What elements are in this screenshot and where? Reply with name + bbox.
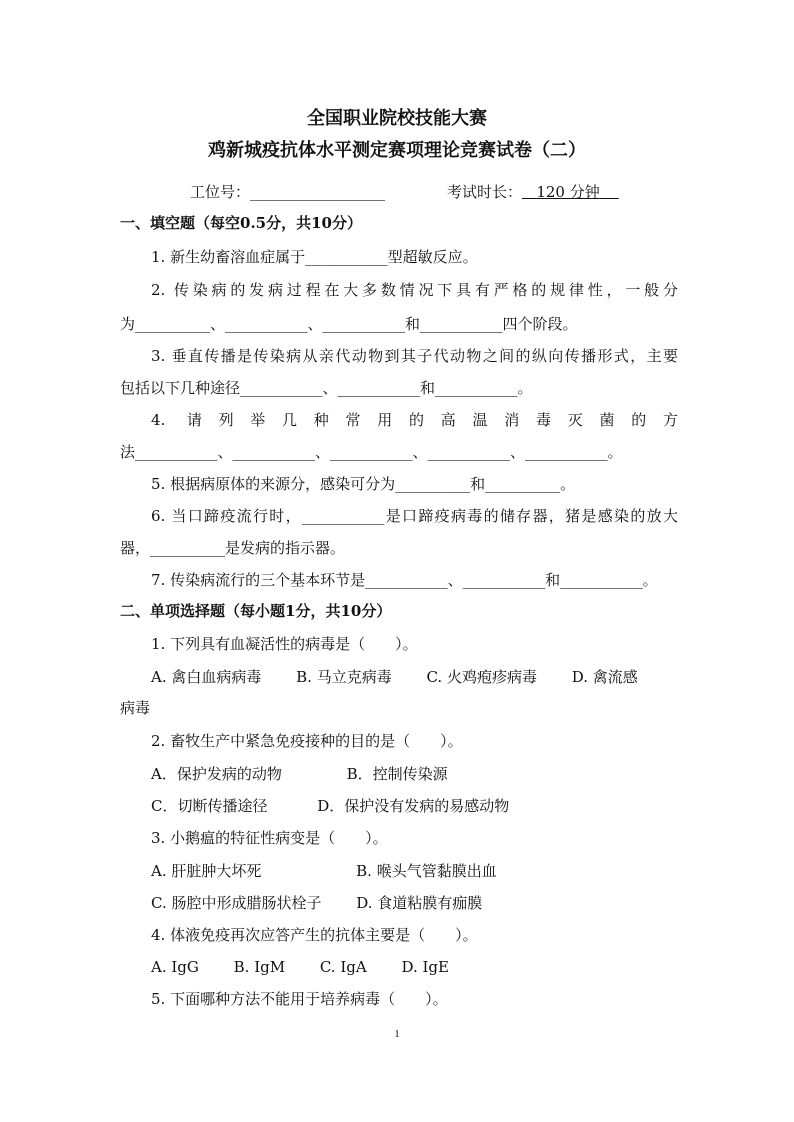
page-subtitle: 鸡新城疫抗体水平测定赛项理论竞赛试卷（二） bbox=[208, 140, 586, 161]
exam-duration-label: 考试时长： bbox=[447, 183, 523, 201]
section2-heading: 二、单项选择题（每小题1分，共10分） bbox=[120, 602, 392, 620]
question-2-3-options-ab: A. 肝脏肿大坏死 B. 喉头气管黏膜出血 bbox=[151, 862, 497, 880]
question-1-3: 3. 垂直传播是传染病从亲代动物到其子代动物之间的纵向传播形式，主要 bbox=[151, 347, 678, 365]
question-2-2-options-cd: C．切断传播途径 D．保护没有发病的易感动物 bbox=[151, 797, 510, 815]
question-1-1: 1. 新生幼畜溶血症属于___________型超敏反应。 bbox=[151, 248, 478, 266]
station-number-label: 工位号：__________________ bbox=[190, 183, 386, 201]
question-2-4-options: A. IgG B. IgM C. IgA D. IgE bbox=[151, 958, 449, 976]
question-2-1-options-cont: 病毒 bbox=[120, 699, 151, 717]
question-2-1-options: A. 禽白血病病毒 B. 马立克病毒 C. 火鸡疱疹病毒 D. 禽流感 bbox=[151, 668, 638, 686]
question-1-6-cont: 器，__________是发病的指示器。 bbox=[120, 539, 346, 557]
question-1-4-cont: 法___________、___________、___________、___________、___________。 bbox=[120, 443, 623, 461]
question-2-3: 3. 小鹅瘟的特征性病变是（ ）。 bbox=[151, 829, 388, 847]
section1-heading: 一、填空题（每空0.5分，共10分） bbox=[120, 214, 362, 232]
question-1-3-cont: 包括以下几种途径___________、___________和___________。 bbox=[120, 379, 533, 397]
question-2-2: 2. 畜牧生产中紧急免疫接种的目的是（ ）。 bbox=[151, 732, 463, 750]
page-number: 1 bbox=[394, 1028, 400, 1040]
question-2-3-options-cd: C. 肠腔中形成腊肠状栓子 D. 食道粘膜有痂膜 bbox=[151, 894, 483, 912]
question-1-4: 4. 请列举几种常用的高温消毒灭菌的方 bbox=[151, 411, 678, 429]
page-title: 全国职业院校技能大赛 bbox=[307, 108, 487, 129]
question-1-2-cont: 为__________、___________、___________和___________四个阶段。 bbox=[120, 315, 578, 333]
exam-duration bbox=[447, 181, 647, 202]
question-2-5: 5. 下面哪种方法不能用于培养病毒（ ）。 bbox=[151, 990, 448, 1008]
question-2-2-options-ab: A．保护发病的动物 B．控制传染源 bbox=[151, 765, 448, 783]
question-1-6: 6. 当口蹄疫流行时，___________是口蹄疫病毒的储存器，猪是感染的放大 bbox=[151, 507, 678, 525]
exam-duration-value: 120 分钟 bbox=[536, 183, 600, 201]
question-1-2: 2. 传染病的发病过程在大多数情况下具有严格的规律性，一般分 bbox=[151, 281, 678, 299]
question-1-5: 5. 根据病原体的来源分，感染可分为__________和__________。 bbox=[151, 475, 576, 493]
question-2-4: 4. 体液免疫再次应答产生的抗体主要是（ ）。 bbox=[151, 926, 478, 944]
question-2-1: 1. 下列具有血凝活性的病毒是（ ）。 bbox=[151, 635, 418, 653]
question-1-7: 7. 传染病流行的三个基本环节是___________、___________和___________。 bbox=[151, 571, 658, 589]
